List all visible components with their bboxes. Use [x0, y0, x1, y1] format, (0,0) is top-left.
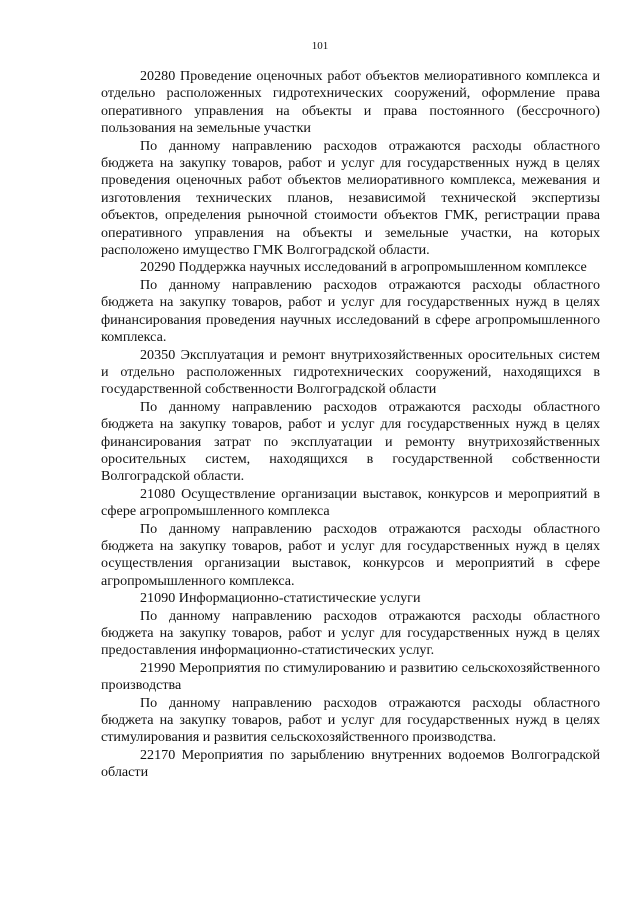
section-heading — [101, 590, 600, 607]
section-title: Поддержка научных исследований в агропромышленном комплексе — [178, 259, 587, 276]
section-title: Мероприятия по зарыблению внутренних водоемов Волгоградской области — [101, 746, 600, 781]
section-code: 21090 — [140, 590, 176, 607]
section-heading — [101, 347, 600, 399]
section-code: 21080 — [140, 485, 176, 502]
section-heading — [101, 660, 600, 695]
section-title: Мероприятия по стимулированию и развитию сельскохозяйственного производства — [101, 659, 600, 694]
section-title: Информационно-статистические услуги — [178, 590, 421, 607]
section-description: По данному направлению расходов отражаются расходы областного бюджета на закупку товаров, работ и услуг для государственных нужд в целях финансирования проведения научных исследований в сфере агропромышленного комплекса. — [101, 276, 600, 346]
section-title: Эксплуатация и ремонт внутрихозяйственных оросительных систем и отдельно расположенных гидротехнических сооружений, находящихся в государственной собственности Волгоградской области — [101, 346, 600, 398]
section-code: 22170 — [140, 746, 176, 763]
section-description: По данному направлению расходов отражаются расходы областного бюджета на закупку товаров, работ и услуг для государственных нужд в целях осуществления организации выставок, конкурсов и мероприятий в сфере агропромышленного комплекса. — [101, 520, 600, 589]
section-code: 20290 — [140, 259, 176, 276]
section-description: По данному направлению расходов отражаются расходы областного бюджета на закупку товаров, работ и услуг для государственных нужд в целях финансирования затрат по эксплуатации и ремонту внутрихозяйственных оросительных систем, находящихся в государственной собственности Волгоградской области. — [101, 398, 600, 485]
section-heading — [101, 486, 600, 521]
section-code: 20350 — [140, 346, 176, 363]
section-description: По данному направлению расходов отражаются расходы областного бюджета на закупку товаров, работ и услуг для государственных нужд в целях предоставления информационно-статистических услуг. — [101, 607, 600, 659]
section-description: По данному направлению расходов отражаются расходы областного бюджета на закупку товаров, работ и услуг для государственных нужд в целях проведения оценочных работ объектов мелиоративного комплекса, межевания и изготовления технических планов, независимой технической экспертизы объектов, определения рыночной стоимости объектов ГМК, регистрации права оперативного управления на объекты и земельные участки, на которых расположено имущество ГМК Волгоградской области. — [101, 137, 600, 259]
page-number: 101 — [311, 40, 329, 52]
section-title: Проведение оценочных работ объектов мелиоративного комплекса и отдельно расположенных гидротехнических сооружений, оформление права оперативного управления на объекты и права постоянного (бессрочного) пользования на земельные участки — [101, 68, 600, 137]
section-description: По данному направлению расходов отражаются расходы областного бюджета на закупку товаров, работ и услуг для государственных нужд в целях стимулирования и развития сельскохозяйственного производства. — [101, 694, 600, 746]
section-heading — [101, 747, 600, 782]
section-heading — [101, 68, 600, 138]
document-body — [101, 68, 600, 782]
section-code: 20280 — [140, 68, 176, 84]
section-heading — [101, 259, 600, 276]
section-title: Осуществление организации выставок, конкурсов и мероприятий в сфере агропромышленного комплекса — [101, 485, 600, 520]
section-code: 21990 — [140, 659, 176, 676]
